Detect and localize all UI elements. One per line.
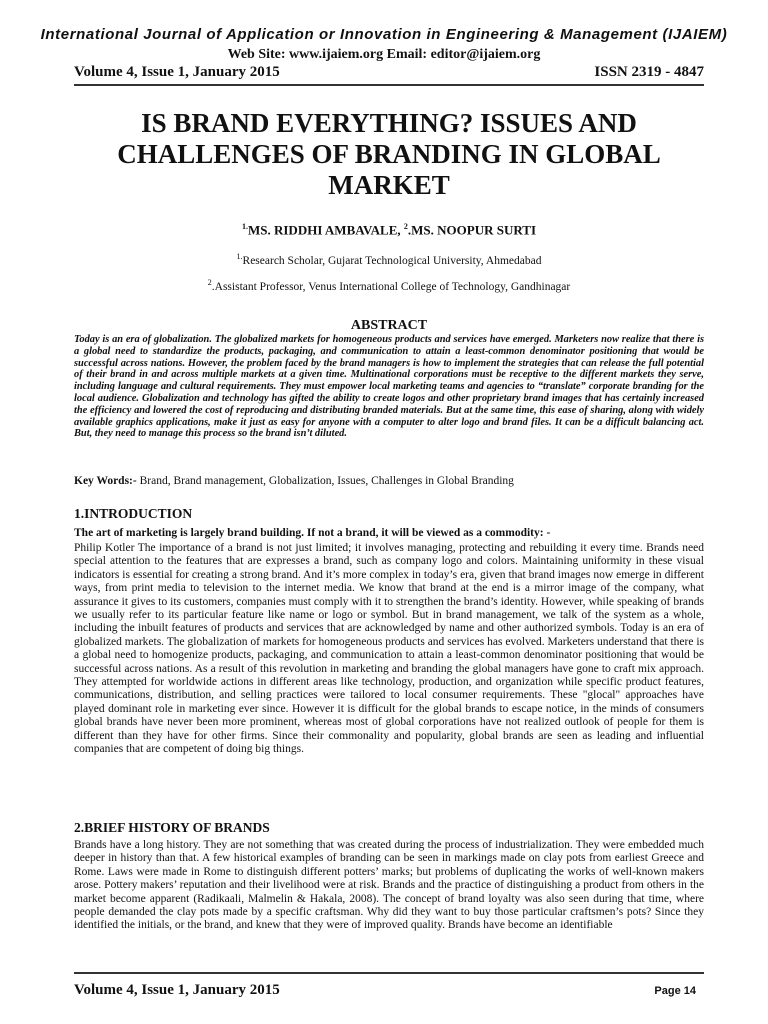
author-2-mark: 2	[403, 222, 408, 231]
section-1-lead: The art of marketing is largely brand building. If not a brand, it will be viewed as a commodity: -	[74, 527, 551, 539]
affiliation-1-mark: 1.	[236, 252, 243, 261]
authors	[74, 222, 704, 238]
abstract-text: Today is an era of globalization. The globalized markets for homogeneous products and services have emerged. Marketers now realize that there is a global need to standardize the products, packaging, and communication to attain a least-common denominator positioning that would be successful across nations. However, the problem faced by the brand managers is how to implement the strategies that can release the full potential of their brand in and across multiple markets at a given time. Multinational corporations must be receptive to the different markets they serve, including language and cultural requirements. They must empower local marketing teams and agencies to “translate” corporate branding for the local audience. Globalization and technology has gifted the ability to create logos and other proprietary brand images that has certainly increased the efficiency and lowered the cost of reproducing and distributing branded materials. But at the same time, this ease of sharing, along with widely available graphics applications, make it just as easy for anyone with a computer to alter logo and brand files. It can be a difficult balancing act. But, they need to manage this process so the brand isn’t diluted.	[74, 334, 704, 440]
section-2-body: Brands have a long history. They are not something that was created during the process of industrialization. They were embedded much deeper in history than that. A few historical examples of branding can be seen in markings made on clay pots from earliest Greece and Rome. Laws were made in Rome to distinguish different potters’ marks; but problems of duplicating the works of well-known makers arose. Pottery makers’ reputation and their livelihood were at risk. Brands and the practice of distinguishing a product from others in the market become apparent (Radikaali, Malmelin & Hakala, 2008). The concept of brand loyalty was also seen during that time, where people demanded the clay pots made by a specific craftsman. Why did they want to buy those particular craftsmen’s pots? Since they identified the initials, or the brand, and knew that they were of improved quality. Brands have become an identifiable	[74, 839, 704, 932]
header-volume: Volume 4, Issue 1, January 2015	[74, 64, 280, 80]
author-1-mark: 1.	[241, 222, 248, 231]
affiliation-2	[74, 278, 704, 293]
journal-website: Web Site: www.ijaiem.org Email: editor@ijaiem.org	[227, 47, 541, 62]
affiliation-1	[74, 252, 704, 267]
header-issn: ISSN 2319 - 4847	[594, 64, 704, 80]
section-1-heading: 1.INTRODUCTION	[74, 506, 193, 521]
section-1-body: Philip Kotler The importance of a brand is not just limited; it involves managing, protecting and rebuilding it every time. Brands need special attention to the features that are expresses a brand, such as company logo and colors. Maintaining uniformity in these visual indicators is essential for creating a strong brand. And it’s more complex in today’s era, given that brand images now emerge in different ways, from print media to television to the internet media. We know that brand at the end is a mirror image of the company, what assurance it gives to its customers, companies must comply with it to strengthen the brand’s identity. However, while speaking of brands we usually refer to its particular feature like name or logo or symbol. But in brand management, we talk of the system as a whole, including the inbuilt features of products and services that are acknowledged by name and other authorized symbols. Today is an era of globalized markets. The globalization of markets for homogeneous products and services has evolved. Marketers understand that there is a global need to homogenize products, packaging, and communication to attain a least-common denominator positioning that would be successful across nations. As a result of this revolution in marketing and branding the global managers have gone to craft mix approach. They attempted for worldwide actions in different areas like technology, production, and organization while specific product features, communications, distribution, and selling practices were tailored to local consumer requirements. These "glocal" approaches have played dominant role in marketing ever since. However it is difficult for the global brands to escape notice, in the minds of consumers global brands have never been more prominent, whereas most of global corporations have not realized outlook of people for them is different than they have for other firms. Since their commonality and popularity, global brands are seen as leading and influential companies that are competent of doing big things.	[74, 542, 704, 756]
section-2-heading: 2.BRIEF HISTORY OF BRANDS	[74, 820, 270, 835]
footer-divider	[74, 972, 704, 974]
affiliation-2-text: .Assistant Professor, Venus International College of Technology, Gandhinagar	[211, 280, 571, 293]
keywords	[74, 475, 704, 487]
author-1-name: MS. RIDDHI AMBAVALE,	[247, 222, 404, 238]
abstract-heading: ABSTRACT	[350, 318, 428, 333]
paper-title: IS BRAND EVERYTHING? ISSUES AND CHALLENGES OF BRANDING IN GLOBAL MARKET	[117, 108, 661, 200]
affiliation-2-mark: 2	[207, 278, 212, 287]
keywords-label: Key Words:-	[74, 475, 137, 487]
page-number: Page 14	[654, 985, 696, 997]
affiliation-1-text: Research Scholar, Gujarat Technological University, Ahmedabad	[242, 254, 542, 267]
keywords-list: Brand, Brand management, Globalization, Issues, Challenges in Global Branding	[136, 475, 514, 487]
journal-title: International Journal of Application or Innovation in Engineering & Management (IJAIEM)	[40, 26, 728, 43]
author-2-name: .MS. NOOPUR SURTI	[407, 222, 537, 238]
footer-volume: Volume 4, Issue 1, January 2015	[74, 982, 280, 998]
header-volume-line	[74, 64, 704, 86]
